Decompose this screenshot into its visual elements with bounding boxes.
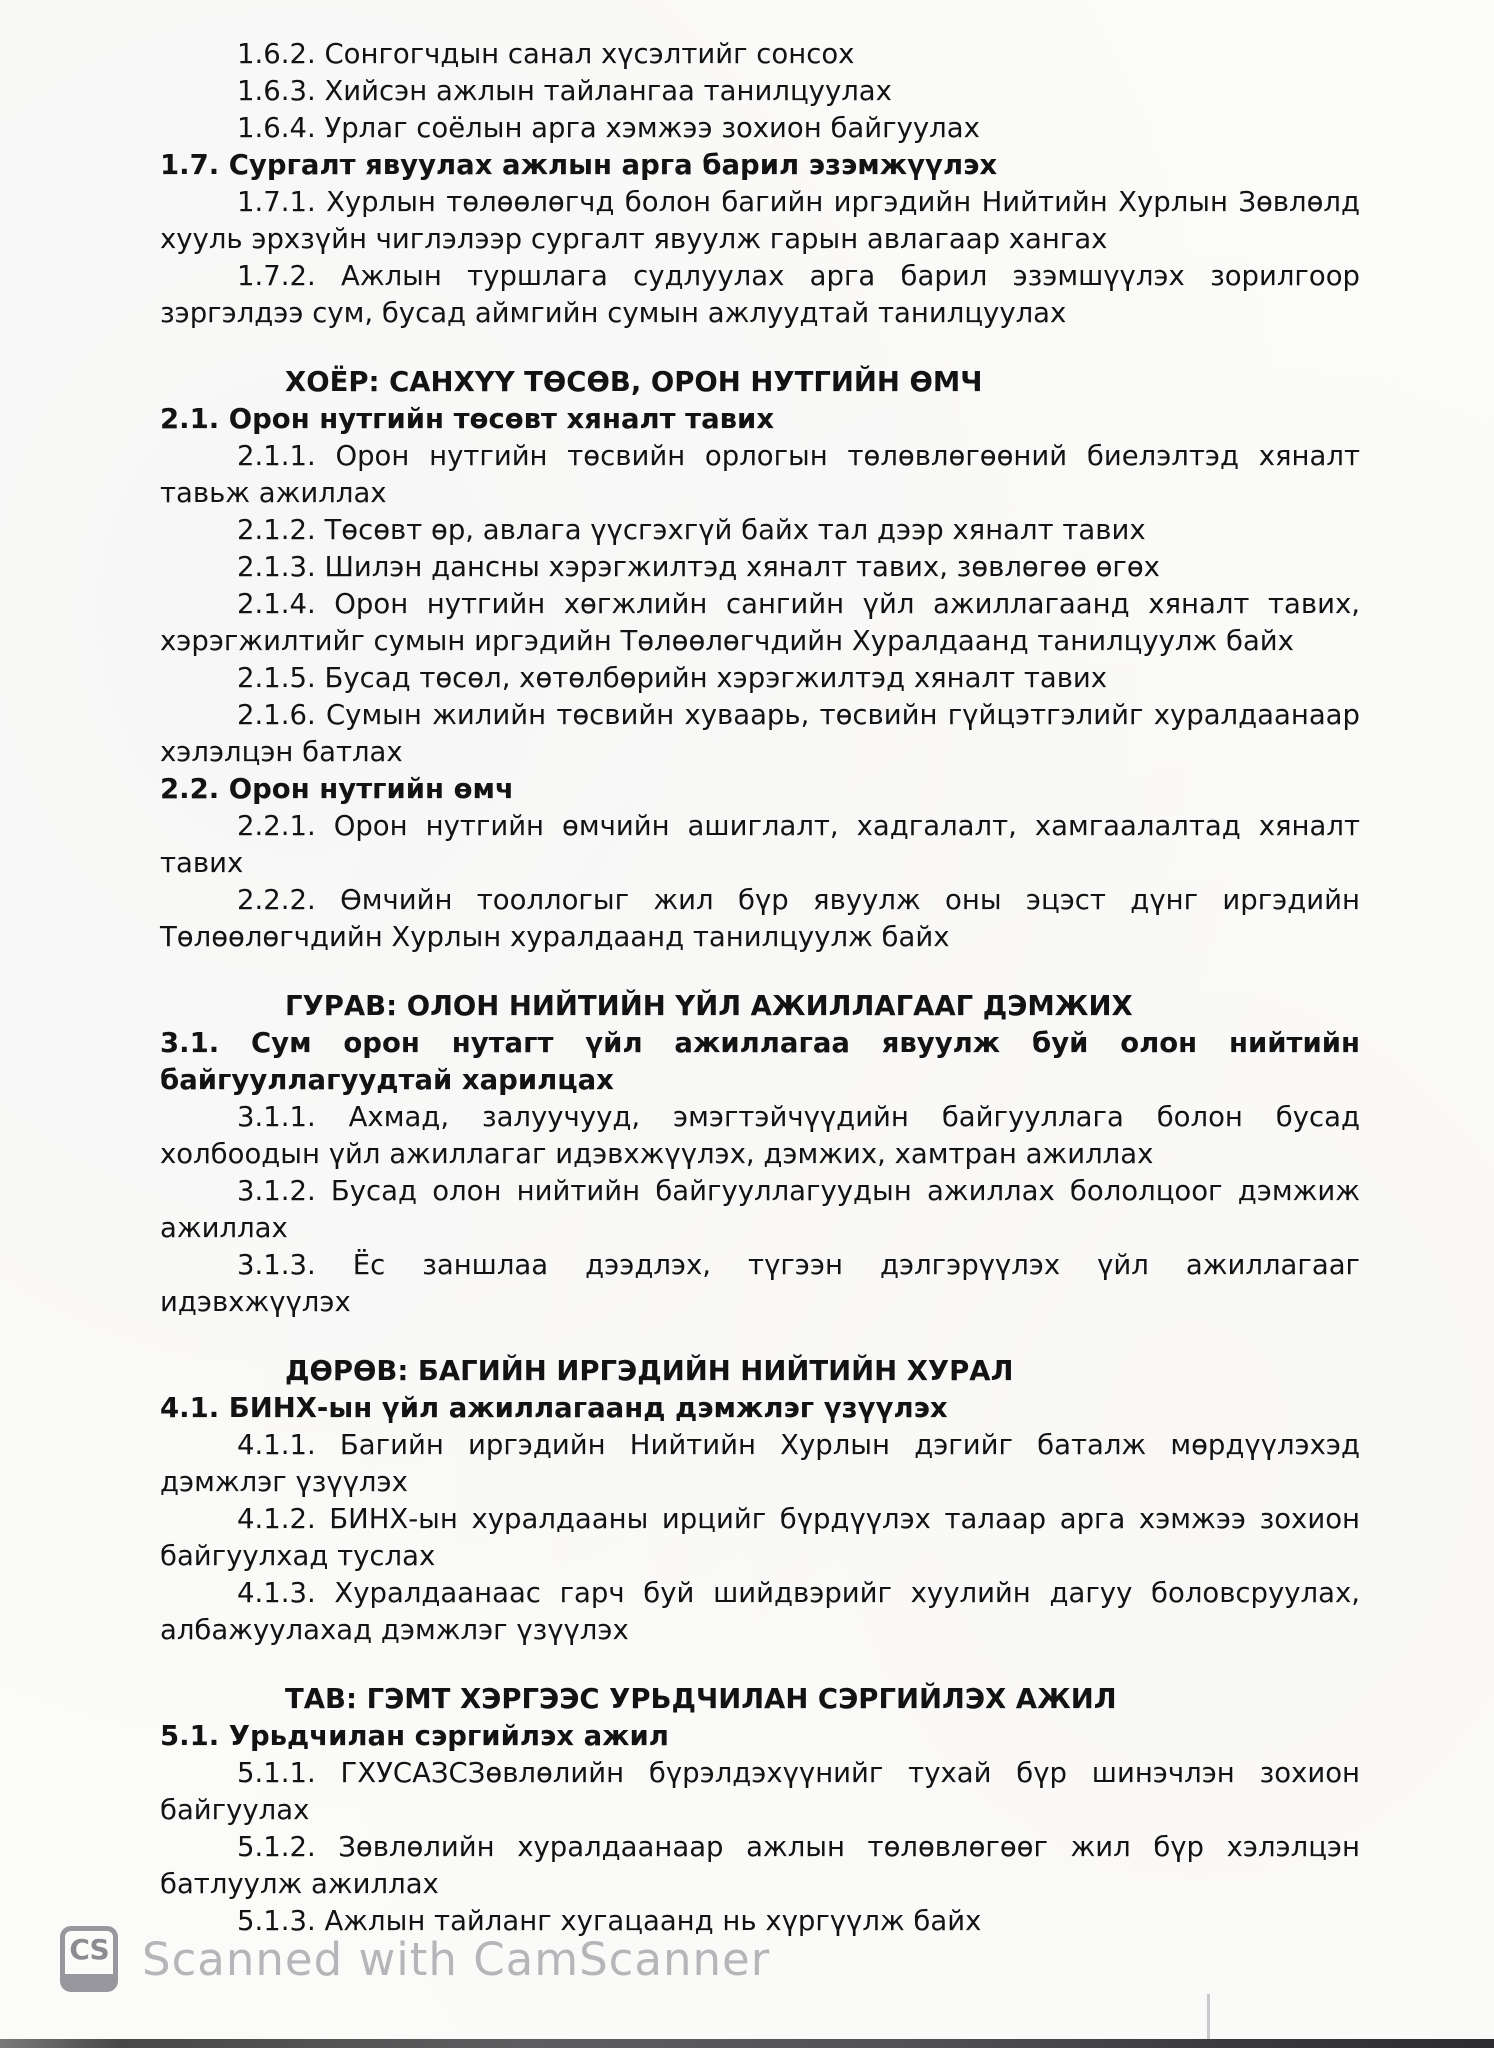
subsection-heading: 2.2. Орон нутгийн өмч [160,773,514,805]
subsection-heading: 3.1. Сум орон нутагт үйл ажиллагаа явуулж буй олон нийтийн байгууллагуудтай харилцах [160,1027,1360,1096]
section-heading: ГУРАВ: ОЛОН НИЙТИЙН ҮЙЛ АЖИЛЛАГААГ ДЭМЖИХ [285,990,1133,1022]
section-heading: ДӨРӨВ: БАГИЙН ИРГЭДИЙН НИЙТИЙН ХУРАЛ [285,1355,1014,1387]
subsection-heading: 4.1. БИНХ-ын үйл ажиллагаанд дэмжлэг үзүүлэх [160,1392,948,1424]
list-item: 1.6.2. Сонгогчдын санал хүсэлтийг сонсох [237,38,855,70]
list-item: 1.6.3. Хийсэн ажлын тайлангаа танилцуулах [237,75,892,107]
subsection-heading: 2.1. Орон нутгийн төсөвт хяналт тавих [160,403,775,435]
list-item: 2.1.4. Орон нутгийн хөгжлийн сангийн үйл ажиллагаанд хяналт тавих, хэрэгжилтийг сумын иргэдийн Төлөөлөгчдийн Хуралдаанд танилцуулж байх [160,588,1360,657]
list-item: 2.1.2. Төсөвт өр, авлага үүсгэхгүй байх тал дээр хяналт тавих [237,514,1146,546]
subsection-heading: 5.1. Урьдчилан сэргийлэх ажил [160,1720,669,1752]
list-item: 2.2.2. Өмчийн тооллогыг жил бүр явуулж оны эцэст дүнг иргэдийн Төлөөлөгчдийн Хурлын хуралдаанд танилцуулж байх [160,884,1360,953]
camscanner-logo-icon [60,1926,118,1992]
list-item: 1.7.2. Ажлын туршлага судлуулах арга барил эзэмшүүлэх зорилгоор зэргэлдээ сум, бусад аймгийн сумын ажлуудтай танилцуулах [160,260,1360,329]
section-heading: ХОЁР: САНХҮҮ ТӨСӨВ, ОРОН НУТГИЙН ӨМЧ [285,366,983,398]
section-heading: ТАВ: ГЭМТ ХЭРГЭЭС УРЬДЧИЛАН СЭРГИЙЛЭХ АЖИЛ [285,1683,1117,1715]
scan-edge-artifact [1207,1994,1210,2040]
list-item: 5.1.1. ГХУСАЗСЗөвлөлийн бүрэлдэхүүнийг тухай бүр шинэчлэн зохион байгуулах [160,1757,1360,1826]
list-item: 2.1.6. Сумын жилийн төсвийн хуваарь, төсвийн гүйцэтгэлийг хуралдаанаар хэлэлцэн батлах [160,699,1360,768]
list-item: 2.1.1. Орон нутгийн төсвийн орлогын төлөвлөгөөний биелэлтэд хяналт тавьж ажиллах [160,440,1360,509]
document-body [160,36,1360,1940]
list-item: 2.1.3. Шилэн дансны хэрэгжилтэд хяналт тавих, зөвлөгөө өгөх [237,551,1160,583]
list-item: 4.1.2. БИНХ-ын хуралдааны ирцийг бүрдүүлэх талаар арга хэмжээ зохион байгуулхад туслах [160,1503,1360,1572]
list-item: 5.1.3. Ажлын тайланг хугацаанд нь хүргүүлж байх [237,1905,982,1937]
list-item: 3.1.1. Ахмад, залуучууд, эмэгтэйчүүдийн байгууллага болон бусад холбоодын үйл ажиллагаг идэвхжүүлэх, дэмжих, хамтран ажиллах [160,1101,1360,1170]
list-item: 5.1.2. Зөвлөлийн хуралдаанаар ажлын төлөвлөгөөг жил бүр хэлэлцэн батлуулж ажиллах [160,1831,1360,1900]
list-item: 4.1.3. Хуралдаанаас гарч буй шийдвэрийг хуулийн дагуу боловсруулах, албажуулахад дэмжлэг үзүүлэх [160,1577,1360,1646]
subsection-heading: 1.7. Сургалт явуулах ажлын арга барил эзэмжүүлэх [160,149,998,181]
list-item: 1.6.4. Урлаг соёлын арга хэмжээ зохион байгуулах [237,112,980,144]
camscanner-label: Scanned with CamScanner [142,1932,771,1986]
list-item: 1.7.1. Хурлын төлөөлөгчд болон багийн иргэдийн Нийтийн Хурлын Зөвлөлд хууль эрхзүйн чиглэлээр сургалт явуулж гарын авлагаар хангах [160,186,1360,255]
list-item: 2.1.5. Бусад төсөл, хөтөлбөрийн хэрэгжилтэд хяналт тавих [237,662,1108,694]
list-item: 2.2.1. Орон нутгийн өмчийн ашиглалт, хадгалалт, хамгаалалтад хяналт тавих [160,810,1360,879]
camscanner-logo-band [64,1974,114,1988]
list-item: 4.1.1. Багийн иргэдийн Нийтийн Хурлын дэгийг баталж мөрдүүлэхэд дэмжлэг үзүүлэх [160,1429,1360,1498]
camscanner-footer [60,1926,770,1992]
list-item: 3.1.2. Бусад олон нийтийн байгууллагуудын ажиллах бололцоог дэмжиж ажиллах [160,1175,1360,1244]
camscanner-logo-text: CS [69,1933,109,1966]
list-item: 3.1.3. Ёс заншлаа дээдлэх, түгээн дэлгэрүүлэх үйл ажиллагааг идэвхжүүлэх [160,1249,1360,1318]
scan-bottom-edge [0,2039,1494,2048]
